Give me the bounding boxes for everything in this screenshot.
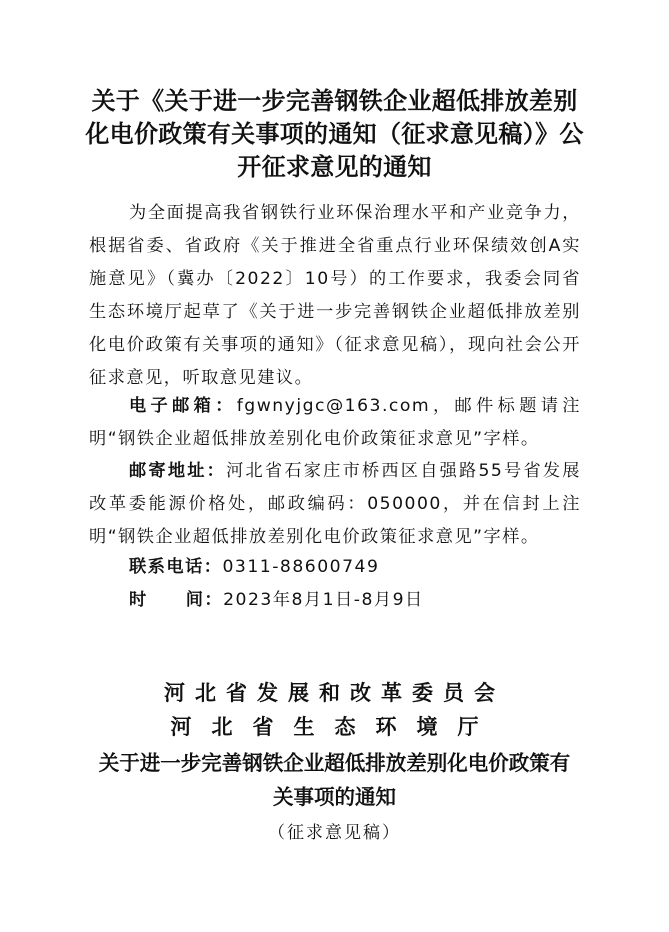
draft-note: （征求意见稿） — [268, 823, 401, 843]
page-title: 关于《关于进一步完善钢铁企业超低排放差别化电价政策有关事项的通知（征求意见稿）》公开征求意见的通知 — [85, 86, 584, 181]
email-label: 电子邮箱： — [129, 396, 237, 416]
address-text: 河北省石家庄市桥西区自强路55号省发展改革委能源价格处，邮政编码：050000，并在信封上注明“钢铁企业超低排放差别化电价政策征求意见”字样。 — [89, 461, 581, 547]
phone-text: 0311-88600749 — [222, 557, 380, 577]
intro-paragraph: 为全面提高我省钢铁行业环保治理水平和产业竞争力，根据省委、省政府《关于推进全省重点行业环保绩效创A实施意见》（冀办〔2022〕10号）的工作要求，我委会同省生态环境厅起草了《关于进一步完善钢铁企业超低排放差别化电价政策有关事项的通知》（征求意见稿），现向社会公开征求意见，听取意见建议。 — [89, 203, 581, 388]
document-subtitle — [60, 746, 609, 814]
email-text: fgwnyjgc@163.com，邮件标题请注明“钢铁企业超低排放差别化电价政策征求意见”字样。 — [89, 396, 581, 449]
document-subtitle-line-2: 关事项的通知 — [273, 785, 396, 809]
phone-label: 联系电话： — [129, 557, 223, 577]
phone-paragraph — [89, 551, 581, 584]
time-paragraph — [89, 584, 581, 617]
address-paragraph — [89, 455, 581, 554]
time-label — [129, 590, 223, 610]
time-text: 2023年8月1日-8月9日 — [223, 590, 424, 610]
document-subtitle-line-1: 关于进一步完善钢铁企业超低排放差别化电价政策有 — [98, 751, 571, 775]
time-label-char: 时 — [129, 590, 148, 610]
issuing-org-2: 河北省生态环境厅 — [170, 714, 499, 739]
issuing-org-1: 河北省发展和改革委员会 — [164, 680, 505, 705]
time-label-rest: 间： — [185, 590, 224, 610]
address-label: 邮寄地址： — [129, 461, 227, 481]
email-paragraph — [89, 390, 581, 456]
